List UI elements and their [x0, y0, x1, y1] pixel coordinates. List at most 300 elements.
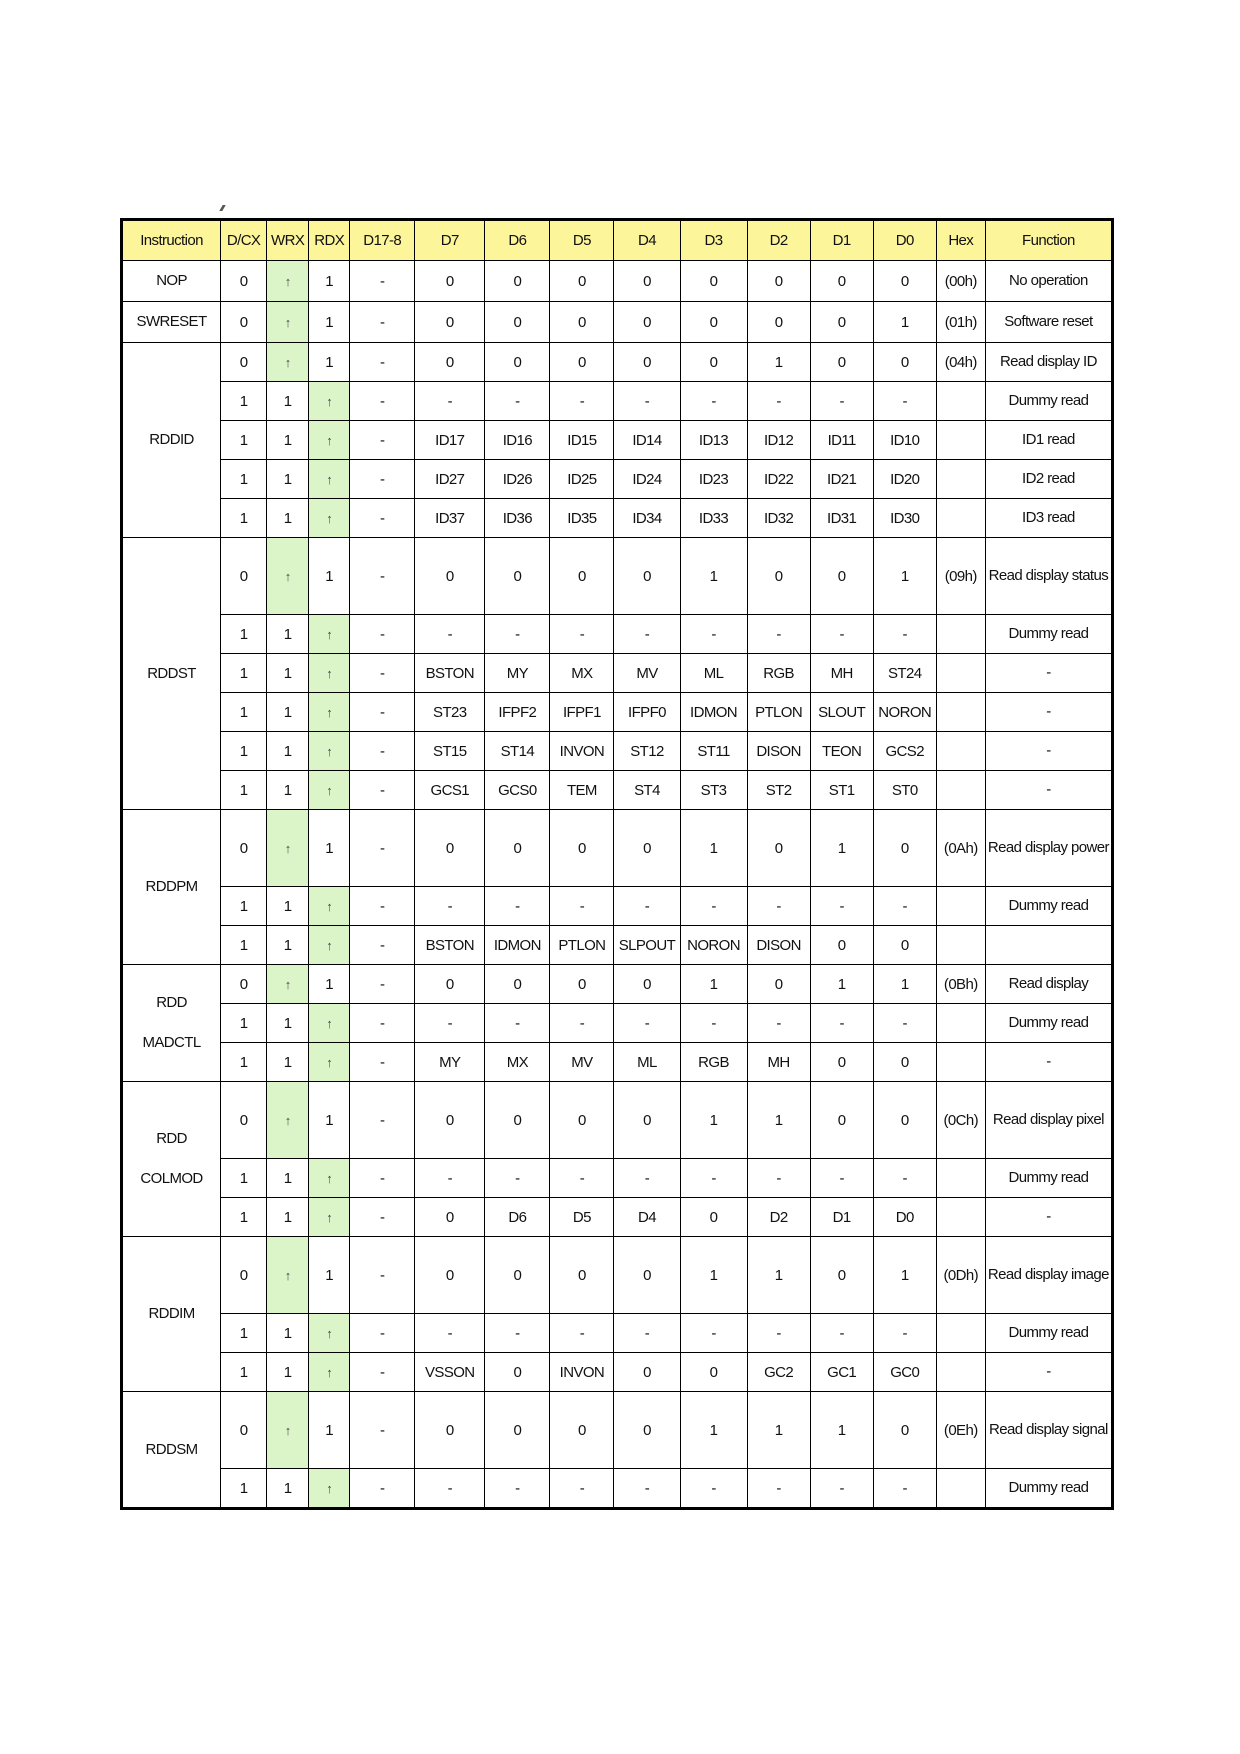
- header-cell: D0: [873, 220, 936, 261]
- d17-8-cell: -: [350, 693, 415, 732]
- d3-cell: -: [680, 887, 747, 926]
- rdx-cell: 1: [309, 810, 350, 887]
- d6-cell: IFPF2: [485, 693, 550, 732]
- d6-cell: MX: [485, 1043, 550, 1082]
- table-row: [122, 261, 1113, 302]
- d17-8-cell: -: [350, 654, 415, 693]
- wrx-cell: 1: [267, 887, 309, 926]
- d0-cell: 1: [873, 538, 936, 615]
- d5-cell: TEM: [550, 771, 614, 810]
- d0-cell: ST0: [873, 771, 936, 810]
- header-cell: D4: [614, 220, 680, 261]
- d1-cell: -: [810, 887, 873, 926]
- d4-cell: ST12: [614, 732, 680, 771]
- table-row: [122, 926, 1113, 965]
- wrx-cell: 1: [267, 693, 309, 732]
- d1-cell: 0: [810, 538, 873, 615]
- d2-cell: ST2: [747, 771, 810, 810]
- d6-cell: 0: [485, 965, 550, 1004]
- d5-cell: 0: [550, 1392, 614, 1469]
- rdx-cell: ↑: [309, 1353, 350, 1392]
- d17-8-cell: -: [350, 771, 415, 810]
- wrx-cell: 1: [267, 1353, 309, 1392]
- table-row: [122, 1353, 1113, 1392]
- hex-cell: [936, 926, 985, 965]
- d17-8-cell: -: [350, 732, 415, 771]
- rdx-cell: 1: [309, 538, 350, 615]
- d2-cell: -: [747, 615, 810, 654]
- d4-cell: 0: [614, 302, 680, 343]
- wrx-cell: ↑: [267, 810, 309, 887]
- d4-cell: ID24: [614, 460, 680, 499]
- d0-cell: 0: [873, 343, 936, 382]
- d6-cell: IDMON: [485, 926, 550, 965]
- table-row: [122, 302, 1113, 343]
- hex-cell: [936, 887, 985, 926]
- d6-cell: 0: [485, 1237, 550, 1314]
- dcx-cell: 1: [221, 693, 267, 732]
- d7-cell: ID37: [415, 499, 485, 538]
- d7-cell: -: [415, 887, 485, 926]
- rdx-cell: ↑: [309, 887, 350, 926]
- dcx-cell: 1: [221, 1198, 267, 1237]
- d3-cell: -: [680, 382, 747, 421]
- d1-cell: -: [810, 615, 873, 654]
- d4-cell: -: [614, 382, 680, 421]
- dcx-cell: 1: [221, 1469, 267, 1509]
- d5-cell: IFPF1: [550, 693, 614, 732]
- d0-cell: 0: [873, 1043, 936, 1082]
- wrx-cell: 1: [267, 499, 309, 538]
- d17-8-cell: -: [350, 1159, 415, 1198]
- dcx-cell: 0: [221, 343, 267, 382]
- instruction-name: RDDST: [147, 664, 196, 682]
- dcx-cell: 0: [221, 1082, 267, 1159]
- d5-cell: MV: [550, 1043, 614, 1082]
- dcx-cell: 1: [221, 654, 267, 693]
- header-cell: Hex: [936, 220, 985, 261]
- d3-cell: NORON: [680, 926, 747, 965]
- d1-cell: -: [810, 1004, 873, 1043]
- d6-cell: -: [485, 1159, 550, 1198]
- d7-cell: ST23: [415, 693, 485, 732]
- table-row: [122, 382, 1113, 421]
- d7-cell: GCS1: [415, 771, 485, 810]
- function-cell: -: [985, 654, 1112, 693]
- instruction-name: NOP: [156, 272, 187, 289]
- d0-cell: GC0: [873, 1353, 936, 1392]
- d17-8-cell: -: [350, 302, 415, 343]
- table-row: [122, 1392, 1113, 1469]
- wrx-cell: ↑: [267, 343, 309, 382]
- dcx-cell: 1: [221, 1004, 267, 1043]
- table-row: [122, 1314, 1113, 1353]
- d3-cell: RGB: [680, 1043, 747, 1082]
- function-cell: Read display signal: [985, 1392, 1112, 1469]
- hex-cell: (04h): [936, 343, 985, 382]
- table-row: [122, 887, 1113, 926]
- dcx-cell: 1: [221, 460, 267, 499]
- hex-cell: [936, 460, 985, 499]
- d4-cell: ST4: [614, 771, 680, 810]
- d0-cell: D0: [873, 1198, 936, 1237]
- d6-cell: ID16: [485, 421, 550, 460]
- hex-cell: (0Ch): [936, 1082, 985, 1159]
- function-cell: -: [985, 693, 1112, 732]
- d0-cell: 0: [873, 1392, 936, 1469]
- d5-cell: 0: [550, 965, 614, 1004]
- function-cell: No operation: [985, 261, 1112, 302]
- wrx-cell: 1: [267, 926, 309, 965]
- rdx-cell: 1: [309, 302, 350, 343]
- d3-cell: -: [680, 1004, 747, 1043]
- rdx-cell: ↑: [309, 1469, 350, 1509]
- d7-cell: 0: [415, 1392, 485, 1469]
- d7-cell: 0: [415, 1237, 485, 1314]
- d17-8-cell: -: [350, 382, 415, 421]
- function-cell: Read display image: [985, 1237, 1112, 1314]
- d1-cell: SLOUT: [810, 693, 873, 732]
- header-cell: RDX: [309, 220, 350, 261]
- dcx-cell: 1: [221, 926, 267, 965]
- d17-8-cell: -: [350, 1392, 415, 1469]
- function-cell: -: [985, 1353, 1112, 1392]
- d4-cell: -: [614, 1004, 680, 1043]
- d1-cell: TEON: [810, 732, 873, 771]
- wrx-cell: 1: [267, 382, 309, 421]
- header-cell: D5: [550, 220, 614, 261]
- d7-cell: 0: [415, 261, 485, 302]
- d3-cell: 1: [680, 810, 747, 887]
- d1-cell: ST1: [810, 771, 873, 810]
- instruction-name: RDD: [156, 1130, 187, 1147]
- table-row: [122, 1198, 1113, 1237]
- d2-cell: 1: [747, 1237, 810, 1314]
- d6-cell: -: [485, 1004, 550, 1043]
- d6-cell: 0: [485, 810, 550, 887]
- hex-cell: [936, 1004, 985, 1043]
- d2-cell: ID32: [747, 499, 810, 538]
- wrx-cell: 1: [267, 771, 309, 810]
- header-cell: D/CX: [221, 220, 267, 261]
- d17-8-cell: -: [350, 615, 415, 654]
- d2-cell: 1: [747, 1392, 810, 1469]
- d7-cell: 0: [415, 965, 485, 1004]
- d3-cell: 1: [680, 1392, 747, 1469]
- header-cell: D6: [485, 220, 550, 261]
- d2-cell: ID22: [747, 460, 810, 499]
- d2-cell: 0: [747, 965, 810, 1004]
- d5-cell: -: [550, 887, 614, 926]
- rdx-cell: 1: [309, 1082, 350, 1159]
- hex-cell: [936, 732, 985, 771]
- instruction-name: RDD: [156, 994, 187, 1011]
- d3-cell: -: [680, 1159, 747, 1198]
- d5-cell: -: [550, 1159, 614, 1198]
- d0-cell: -: [873, 1469, 936, 1509]
- d5-cell: -: [550, 1314, 614, 1353]
- d4-cell: 0: [614, 343, 680, 382]
- d0-cell: -: [873, 382, 936, 421]
- d3-cell: ST11: [680, 732, 747, 771]
- d2-cell: 1: [747, 343, 810, 382]
- d4-cell: 0: [614, 538, 680, 615]
- table-header-row: [122, 220, 1113, 261]
- rdx-cell: ↑: [309, 693, 350, 732]
- d6-cell: -: [485, 887, 550, 926]
- d4-cell: 0: [614, 1082, 680, 1159]
- d2-cell: 0: [747, 302, 810, 343]
- rdx-cell: ↑: [309, 382, 350, 421]
- d4-cell: MV: [614, 654, 680, 693]
- d3-cell: -: [680, 615, 747, 654]
- d4-cell: 0: [614, 1392, 680, 1469]
- rdx-cell: ↑: [309, 1004, 350, 1043]
- function-cell: Dummy read: [985, 887, 1112, 926]
- dcx-cell: 1: [221, 1043, 267, 1082]
- d6-cell: 0: [485, 302, 550, 343]
- d7-cell: -: [415, 615, 485, 654]
- d17-8-cell: -: [350, 499, 415, 538]
- d2-cell: DISON: [747, 926, 810, 965]
- d17-8-cell: -: [350, 810, 415, 887]
- d17-8-cell: -: [350, 1082, 415, 1159]
- function-cell: Dummy read: [985, 615, 1112, 654]
- hex-cell: [936, 615, 985, 654]
- rdx-cell: ↑: [309, 499, 350, 538]
- dcx-cell: 1: [221, 1314, 267, 1353]
- d2-cell: ID12: [747, 421, 810, 460]
- d1-cell: 1: [810, 810, 873, 887]
- function-cell: ID2 read: [985, 460, 1112, 499]
- dcx-cell: 1: [221, 421, 267, 460]
- hex-cell: [936, 421, 985, 460]
- hex-cell: [936, 382, 985, 421]
- hex-cell: [936, 1314, 985, 1353]
- rdx-cell: ↑: [309, 615, 350, 654]
- d7-cell: 0: [415, 1198, 485, 1237]
- hex-cell: (09h): [936, 538, 985, 615]
- d7-cell: VSSON: [415, 1353, 485, 1392]
- instruction-cell: [122, 1392, 221, 1509]
- d1-cell: ID21: [810, 460, 873, 499]
- d17-8-cell: -: [350, 538, 415, 615]
- d5-cell: 0: [550, 810, 614, 887]
- d3-cell: 1: [680, 965, 747, 1004]
- hex-cell: [936, 654, 985, 693]
- instruction-cell: [122, 1082, 221, 1237]
- d7-cell: -: [415, 1004, 485, 1043]
- d5-cell: -: [550, 382, 614, 421]
- d5-cell: PTLON: [550, 926, 614, 965]
- rdx-cell: 1: [309, 965, 350, 1004]
- dcx-cell: 0: [221, 261, 267, 302]
- wrx-cell: ↑: [267, 1082, 309, 1159]
- wrx-cell: 1: [267, 1159, 309, 1198]
- d17-8-cell: -: [350, 1237, 415, 1314]
- d17-8-cell: -: [350, 965, 415, 1004]
- d0-cell: ID20: [873, 460, 936, 499]
- stray-mark: [219, 205, 225, 211]
- wrx-cell: ↑: [267, 965, 309, 1004]
- d5-cell: INVON: [550, 1353, 614, 1392]
- function-cell: Software reset: [985, 302, 1112, 343]
- hex-cell: (0Dh): [936, 1237, 985, 1314]
- d4-cell: SLPOUT: [614, 926, 680, 965]
- d5-cell: ID35: [550, 499, 614, 538]
- d3-cell: 0: [680, 1353, 747, 1392]
- table-row: [122, 693, 1113, 732]
- d7-cell: -: [415, 1314, 485, 1353]
- wrx-cell: 1: [267, 1004, 309, 1043]
- d6-cell: ST14: [485, 732, 550, 771]
- function-cell: Read display ID: [985, 343, 1112, 382]
- d7-cell: -: [415, 382, 485, 421]
- d7-cell: BSTON: [415, 926, 485, 965]
- dcx-cell: 0: [221, 1392, 267, 1469]
- dcx-cell: 1: [221, 1159, 267, 1198]
- wrx-cell: 1: [267, 654, 309, 693]
- d7-cell: ID27: [415, 460, 485, 499]
- d5-cell: 0: [550, 538, 614, 615]
- d2-cell: -: [747, 887, 810, 926]
- d3-cell: ST3: [680, 771, 747, 810]
- hex-cell: (0Ah): [936, 810, 985, 887]
- d0-cell: NORON: [873, 693, 936, 732]
- d7-cell: 0: [415, 538, 485, 615]
- d4-cell: 0: [614, 1237, 680, 1314]
- d3-cell: 1: [680, 1082, 747, 1159]
- d7-cell: 0: [415, 810, 485, 887]
- instruction-cell: [122, 538, 221, 810]
- d1-cell: 0: [810, 302, 873, 343]
- instruction-cell: [122, 810, 221, 965]
- function-cell: Read display status: [985, 538, 1112, 615]
- d2-cell: MH: [747, 1043, 810, 1082]
- dcx-cell: 0: [221, 810, 267, 887]
- function-cell: Read display power: [985, 810, 1112, 887]
- hex-cell: (0Eh): [936, 1392, 985, 1469]
- rdx-cell: ↑: [309, 732, 350, 771]
- d7-cell: -: [415, 1469, 485, 1509]
- d3-cell: -: [680, 1314, 747, 1353]
- wrx-cell: 1: [267, 615, 309, 654]
- d3-cell: ID13: [680, 421, 747, 460]
- d6-cell: 0: [485, 1392, 550, 1469]
- d7-cell: ID17: [415, 421, 485, 460]
- d6-cell: 0: [485, 1082, 550, 1159]
- instruction-name: MADCTL: [142, 1034, 201, 1051]
- wrx-cell: 1: [267, 421, 309, 460]
- d1-cell: GC1: [810, 1353, 873, 1392]
- d5-cell: INVON: [550, 732, 614, 771]
- d7-cell: 0: [415, 302, 485, 343]
- d17-8-cell: -: [350, 1353, 415, 1392]
- function-cell: Dummy read: [985, 1469, 1112, 1509]
- d1-cell: -: [810, 382, 873, 421]
- instruction-name: SWRESET: [136, 313, 207, 330]
- instruction-cell: [122, 343, 221, 538]
- d7-cell: 0: [415, 1082, 485, 1159]
- instruction-cell: [122, 965, 221, 1082]
- d1-cell: MH: [810, 654, 873, 693]
- d2-cell: 0: [747, 538, 810, 615]
- d3-cell: 0: [680, 302, 747, 343]
- function-cell: -: [985, 1043, 1112, 1082]
- wrx-cell: ↑: [267, 1237, 309, 1314]
- function-cell: -: [985, 732, 1112, 771]
- table-row: [122, 421, 1113, 460]
- dcx-cell: 0: [221, 965, 267, 1004]
- d0-cell: 1: [873, 965, 936, 1004]
- d0-cell: 1: [873, 302, 936, 343]
- d0-cell: GCS2: [873, 732, 936, 771]
- hex-cell: [936, 1198, 985, 1237]
- wrx-cell: ↑: [267, 261, 309, 302]
- d6-cell: -: [485, 1469, 550, 1509]
- wrx-cell: 1: [267, 1043, 309, 1082]
- d4-cell: 0: [614, 810, 680, 887]
- d17-8-cell: -: [350, 261, 415, 302]
- rdx-cell: ↑: [309, 654, 350, 693]
- d17-8-cell: -: [350, 1314, 415, 1353]
- rdx-cell: 1: [309, 261, 350, 302]
- d3-cell: ML: [680, 654, 747, 693]
- d4-cell: -: [614, 615, 680, 654]
- hex-cell: (01h): [936, 302, 985, 343]
- d0-cell: ID10: [873, 421, 936, 460]
- d2-cell: PTLON: [747, 693, 810, 732]
- table-row: [122, 538, 1113, 615]
- d7-cell: -: [415, 1159, 485, 1198]
- dcx-cell: 0: [221, 1237, 267, 1314]
- dcx-cell: 1: [221, 615, 267, 654]
- header-cell: D7: [415, 220, 485, 261]
- instruction-cell: [122, 1237, 221, 1392]
- d3-cell: 1: [680, 538, 747, 615]
- header-cell: Function: [985, 220, 1112, 261]
- d7-cell: BSTON: [415, 654, 485, 693]
- dcx-cell: 0: [221, 302, 267, 343]
- hex-cell: [936, 1043, 985, 1082]
- d4-cell: ID14: [614, 421, 680, 460]
- d0-cell: 0: [873, 261, 936, 302]
- d1-cell: ID11: [810, 421, 873, 460]
- d4-cell: 0: [614, 1353, 680, 1392]
- instruction-cell: [122, 261, 221, 302]
- d3-cell: -: [680, 1469, 747, 1509]
- rdx-cell: ↑: [309, 1043, 350, 1082]
- d2-cell: -: [747, 382, 810, 421]
- dcx-cell: 1: [221, 771, 267, 810]
- d2-cell: GC2: [747, 1353, 810, 1392]
- d5-cell: 0: [550, 302, 614, 343]
- header-cell: D17-8: [350, 220, 415, 261]
- d6-cell: -: [485, 1314, 550, 1353]
- d0-cell: ID30: [873, 499, 936, 538]
- rdx-cell: ↑: [309, 771, 350, 810]
- rdx-cell: ↑: [309, 926, 350, 965]
- table-row: [122, 1082, 1113, 1159]
- function-cell: -: [985, 1198, 1112, 1237]
- d6-cell: ID36: [485, 499, 550, 538]
- function-cell: ID3 read: [985, 499, 1112, 538]
- d2-cell: DISON: [747, 732, 810, 771]
- d6-cell: GCS0: [485, 771, 550, 810]
- d2-cell: -: [747, 1469, 810, 1509]
- dcx-cell: 1: [221, 732, 267, 771]
- d17-8-cell: -: [350, 1004, 415, 1043]
